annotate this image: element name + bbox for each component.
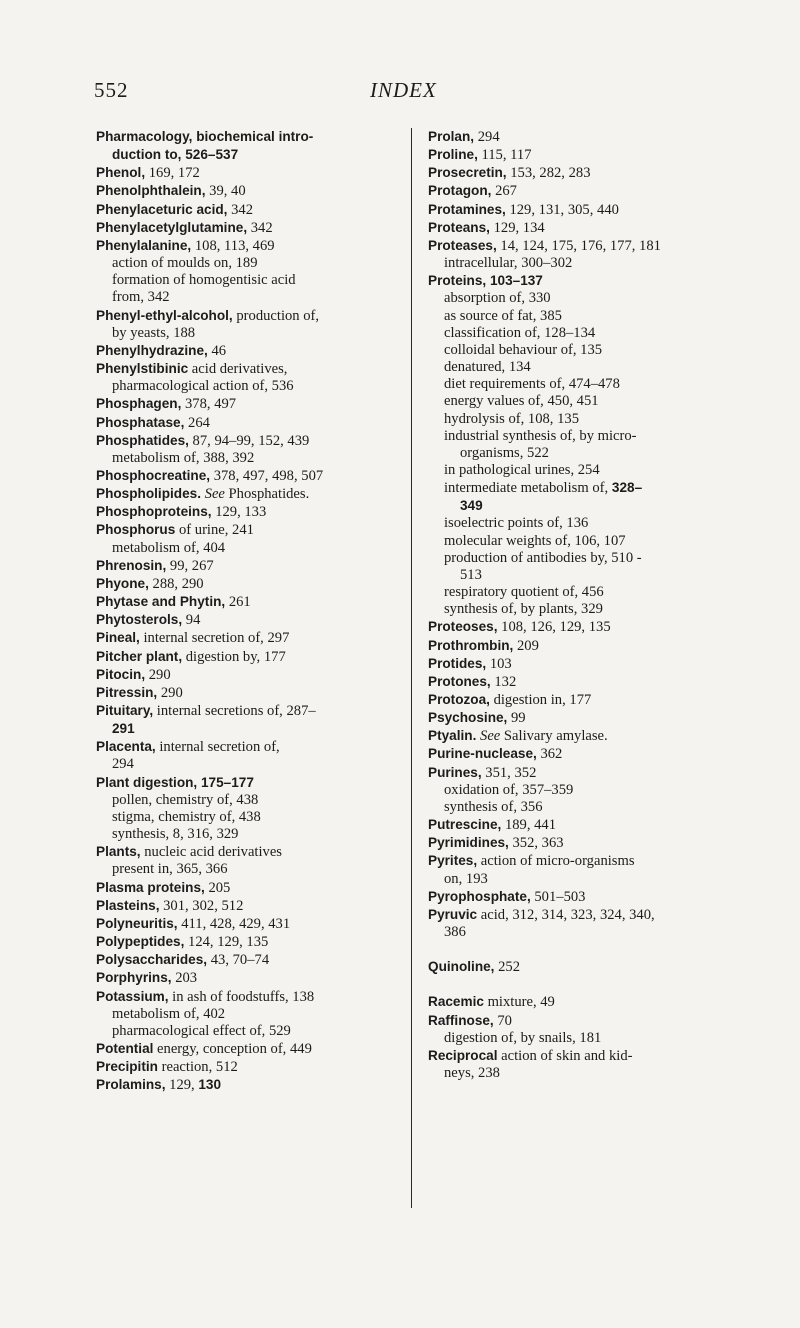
index-term: Phosphagen, bbox=[96, 396, 182, 412]
index-subentry bbox=[96, 325, 402, 342]
index-entry bbox=[428, 673, 746, 691]
index-entry bbox=[428, 764, 746, 782]
index-subentry bbox=[96, 861, 402, 878]
index-entry bbox=[96, 485, 402, 503]
index-entry bbox=[96, 988, 402, 1006]
index-references: synthesis of, by plants, 329 bbox=[444, 601, 603, 618]
page-title: INDEX bbox=[370, 78, 437, 102]
index-subentry bbox=[428, 567, 746, 584]
index-references: from, 342 bbox=[112, 289, 170, 306]
index-term: Phosphoproteins, bbox=[96, 504, 212, 520]
index-subentry bbox=[96, 720, 402, 738]
index-references: 294 bbox=[112, 756, 134, 773]
index-entry bbox=[96, 1076, 402, 1094]
index-term: Phyone, bbox=[96, 575, 149, 591]
index-references: 115, 117 bbox=[477, 147, 532, 164]
index-term: Phenylalanine, bbox=[96, 237, 192, 253]
index-references: 342 bbox=[247, 219, 273, 236]
index-entry bbox=[96, 593, 402, 611]
index-references: synthesis of, 356 bbox=[444, 798, 543, 815]
index-term: Phosphatides, bbox=[96, 432, 189, 448]
index-subentry bbox=[428, 1065, 746, 1082]
index-references: acid, 312, 314, 323, 324, 340, bbox=[477, 906, 655, 923]
index-subentry bbox=[428, 924, 746, 941]
index-term: Proteoses, bbox=[428, 619, 498, 635]
index-term: Psychosine, bbox=[428, 710, 508, 726]
index-entry bbox=[428, 237, 746, 255]
index-term: Purine-nuclease, bbox=[428, 746, 537, 762]
index-entry bbox=[96, 467, 402, 485]
index-references: present in, 365, 366 bbox=[112, 861, 228, 878]
index-entry bbox=[428, 993, 746, 1011]
index-entry bbox=[428, 958, 746, 976]
index-subentry bbox=[96, 272, 402, 289]
index-subentry bbox=[428, 550, 746, 567]
index-entry bbox=[428, 816, 746, 834]
index-term: Plasma proteins, bbox=[96, 879, 205, 895]
index-references: intermediate metabolism of, bbox=[444, 480, 609, 497]
column-divider bbox=[411, 128, 412, 1208]
index-references: denatured, 134 bbox=[444, 359, 531, 376]
index-term: Plants, bbox=[96, 844, 141, 860]
index-references: action of moulds on, 189 bbox=[112, 255, 258, 272]
index-term: Precipitin bbox=[96, 1059, 158, 1075]
index-subentry bbox=[428, 342, 746, 359]
index-term: Prosecretin, bbox=[428, 165, 507, 181]
index-references: 264 bbox=[184, 414, 210, 431]
index-references: respiratory quotient of, 456 bbox=[444, 584, 604, 601]
index-references: organisms, 522 bbox=[460, 444, 549, 461]
index-references: 290 bbox=[145, 666, 171, 683]
index-subentry bbox=[428, 445, 746, 462]
index-entry bbox=[96, 1058, 402, 1076]
index-entry bbox=[428, 637, 746, 655]
index-subentry bbox=[96, 255, 402, 272]
index-entry bbox=[96, 342, 402, 360]
page-number: 552 bbox=[94, 78, 129, 102]
index-entry bbox=[96, 897, 402, 915]
index-references: hydrolysis of, 108, 135 bbox=[444, 410, 579, 427]
index-subentry bbox=[428, 479, 746, 497]
index-references: 203 bbox=[171, 970, 198, 987]
index-entry bbox=[96, 182, 402, 200]
index-references: 108, 126, 129, 135 bbox=[497, 619, 611, 636]
index-term: Prolamins, bbox=[96, 1077, 166, 1093]
index-subentry bbox=[428, 359, 746, 376]
index-entry bbox=[428, 201, 746, 219]
index-references: of urine, 241 bbox=[175, 522, 254, 539]
index-references: 87, 94–99, 152, 439 bbox=[188, 432, 310, 449]
index-term: Protones, bbox=[428, 673, 491, 689]
index-term: Proteans, bbox=[428, 219, 490, 235]
index-entry bbox=[428, 618, 746, 636]
index-entry bbox=[428, 146, 746, 164]
index-subentry bbox=[96, 826, 402, 843]
index-subentry bbox=[428, 782, 746, 799]
index-entry bbox=[96, 432, 402, 450]
index-references: nucleic acid derivatives bbox=[140, 844, 282, 861]
index-references: production of antibodies by, 510 - bbox=[444, 549, 642, 566]
index-references: 386 bbox=[444, 924, 466, 941]
index-term: Protides, bbox=[428, 655, 487, 671]
index-references: 252 bbox=[494, 959, 521, 976]
index-term: Prolan, bbox=[428, 129, 475, 144]
index-references: 103 bbox=[486, 655, 512, 672]
index-subentry bbox=[428, 255, 746, 272]
index-references: 362 bbox=[536, 746, 563, 763]
index-entry bbox=[428, 691, 746, 709]
index-entry bbox=[96, 503, 402, 521]
index-term: Phrenosin, bbox=[96, 557, 167, 573]
index-term: Pharmacology, biochemical intro- bbox=[96, 129, 314, 144]
index-term: Reciprocal bbox=[428, 1047, 498, 1063]
index-term: Polypeptides, bbox=[96, 934, 185, 950]
index-subentry bbox=[428, 462, 746, 479]
index-entry bbox=[428, 272, 746, 290]
index-term: Pyrites, bbox=[428, 853, 478, 869]
index-term: Phytosterols, bbox=[96, 612, 183, 628]
index-references: 209 bbox=[513, 637, 539, 654]
index-references: 411, 428, 429, 431 bbox=[177, 915, 291, 932]
index-references: industrial synthesis of, by micro- bbox=[444, 427, 637, 444]
index-entry bbox=[428, 727, 746, 745]
index-entry bbox=[428, 834, 746, 852]
index-references: metabolism of, 404 bbox=[112, 539, 226, 556]
index-subentry bbox=[428, 411, 746, 428]
index-term: duction to, 526–537 bbox=[112, 147, 239, 163]
index-references: 501–503 bbox=[530, 888, 586, 905]
index-entry bbox=[96, 1040, 402, 1058]
index-term: Pitocin, bbox=[96, 666, 146, 682]
index-entry bbox=[96, 629, 402, 647]
index-entry bbox=[428, 1012, 746, 1030]
index-references: 513 bbox=[460, 566, 482, 583]
index-entry bbox=[96, 521, 402, 539]
index-subentry bbox=[428, 376, 746, 393]
index-term: Phenolphthalein, bbox=[96, 183, 206, 199]
index-references: neys, 238 bbox=[444, 1064, 500, 1081]
index-references: 294 bbox=[474, 129, 500, 145]
index-term: Pituitary, bbox=[96, 703, 154, 718]
index-references: intracellular, 300–302 bbox=[444, 255, 573, 272]
index-subentry bbox=[96, 450, 402, 467]
index-entry bbox=[96, 969, 402, 987]
index-term: Racemic bbox=[428, 994, 484, 1010]
index-entry bbox=[96, 360, 402, 378]
index-subentry bbox=[428, 325, 746, 342]
index-term: Plasteins, bbox=[96, 897, 160, 913]
index-subentry bbox=[96, 378, 402, 395]
index-term: Proteins, bbox=[428, 273, 487, 289]
index-references: oxidation of, 357–359 bbox=[444, 781, 574, 798]
index-subentry bbox=[96, 809, 402, 826]
index-subentry bbox=[96, 289, 402, 306]
index-references-bold: 328– bbox=[608, 480, 643, 496]
index-subentry bbox=[428, 871, 746, 888]
index-entry bbox=[428, 709, 746, 727]
index-term: Phenylstibinic bbox=[96, 361, 189, 377]
index-references: in ash of foodstuffs, 138 bbox=[168, 988, 315, 1005]
index-entry bbox=[428, 219, 746, 237]
index-references: 108, 113, 469 bbox=[191, 237, 275, 254]
index-term: Phosphatase, bbox=[96, 414, 185, 430]
index-subentry bbox=[428, 393, 746, 410]
index-entry bbox=[96, 128, 402, 146]
index-references: digestion by, 177 bbox=[182, 648, 286, 665]
index-subentry bbox=[428, 290, 746, 307]
index-entry bbox=[428, 745, 746, 763]
index-subentry bbox=[428, 428, 746, 445]
index-references: acid derivatives, bbox=[188, 361, 288, 378]
index-references: 129, 133 bbox=[211, 504, 267, 521]
index-entry bbox=[96, 933, 402, 951]
index-term: Phosphocreatine, bbox=[96, 467, 211, 483]
index-term: Potential bbox=[96, 1040, 154, 1056]
index-references: 39, 40 bbox=[205, 183, 246, 200]
index-term: Phenyl-ethyl-alcohol, bbox=[96, 307, 233, 323]
index-references: 103–137 bbox=[486, 273, 543, 289]
index-entry bbox=[428, 164, 746, 182]
index-references: 261 bbox=[225, 594, 251, 611]
index-entry bbox=[96, 843, 402, 861]
index-subentry bbox=[96, 146, 402, 164]
index-term: Phenylacetylglutamine, bbox=[96, 219, 248, 235]
index-entry bbox=[96, 307, 402, 325]
index-term: Pyrophosphate, bbox=[428, 888, 531, 904]
index-subentry bbox=[428, 1030, 746, 1047]
index-references: 46 bbox=[207, 342, 227, 359]
index-references: 132 bbox=[490, 673, 517, 690]
index-term: Pyruvic bbox=[428, 906, 478, 922]
index-entry bbox=[428, 1047, 746, 1065]
index-references: metabolism of, 388, 392 bbox=[112, 449, 255, 466]
index-term: Pyrimidines, bbox=[428, 835, 509, 851]
index-references: 70 bbox=[493, 1012, 512, 1029]
index-entry bbox=[96, 666, 402, 684]
index-entry bbox=[96, 164, 402, 182]
index-references: classification of, 128–134 bbox=[444, 324, 596, 341]
index-references: See Phosphatides. bbox=[204, 486, 310, 503]
index-references: 129, 131, 305, 440 bbox=[505, 201, 619, 218]
index-references: colloidal behaviour of, 135 bbox=[444, 341, 603, 358]
index-subentry bbox=[96, 1006, 402, 1023]
index-references: 267 bbox=[491, 183, 517, 200]
index-entry bbox=[96, 575, 402, 593]
index-term: Prothrombin, bbox=[428, 637, 514, 653]
index-references: pollen, chemistry of, 438 bbox=[112, 791, 259, 808]
index-references: as source of fat, 385 bbox=[444, 307, 562, 324]
index-term: Raffinose, bbox=[428, 1012, 494, 1028]
index-references: reaction, 512 bbox=[157, 1059, 238, 1076]
index-subentry bbox=[96, 1023, 402, 1040]
index-entry bbox=[96, 611, 402, 629]
index-references: 342 bbox=[227, 201, 254, 218]
index-entry bbox=[96, 774, 402, 792]
index-references: molecular weights of, 106, 107 bbox=[444, 532, 626, 549]
index-references: pharmacological action of, 536 bbox=[112, 378, 294, 395]
index-entry bbox=[96, 879, 402, 897]
index-term: Pitressin, bbox=[96, 684, 158, 700]
index-subentry bbox=[428, 515, 746, 532]
index-term: Phenylaceturic acid, bbox=[96, 201, 228, 217]
index-references: in pathological urines, 254 bbox=[444, 461, 600, 478]
index-references: synthesis, 8, 316, 329 bbox=[112, 826, 239, 843]
index-entry bbox=[96, 738, 402, 756]
index-term: Protagon, bbox=[428, 183, 492, 199]
index-subentry bbox=[428, 497, 746, 515]
index-entry bbox=[428, 128, 746, 146]
index-references: formation of homogentisic acid bbox=[112, 272, 296, 289]
index-term: Protozoa, bbox=[428, 692, 490, 707]
index-entry bbox=[96, 648, 402, 666]
index-references: 301, 302, 512 bbox=[159, 897, 244, 914]
index-references: action of skin and kid- bbox=[497, 1047, 633, 1064]
index-term: Phospholipides. bbox=[96, 486, 201, 502]
index-subentry bbox=[428, 584, 746, 601]
index-subentry bbox=[96, 540, 402, 557]
index-term: Phosphorus bbox=[96, 522, 176, 538]
index-references: pharmacological effect of, 529 bbox=[112, 1022, 291, 1039]
index-term: Phytase and Phytin, bbox=[96, 594, 226, 610]
index-references: 290 bbox=[157, 684, 183, 701]
index-entry bbox=[428, 906, 746, 924]
index-references: metabolism of, 402 bbox=[112, 1005, 226, 1022]
index-references: energy values of, 450, 451 bbox=[444, 393, 599, 410]
index-references: 124, 129, 135 bbox=[184, 934, 269, 951]
index-term: Purines, bbox=[428, 764, 482, 780]
index-references: absorption of, 330 bbox=[444, 290, 551, 307]
index-references: 351, 352 bbox=[481, 764, 537, 781]
index-references: internal secretions of, 287– bbox=[153, 703, 316, 719]
index-references: 189, 441 bbox=[501, 817, 557, 834]
index-entry bbox=[96, 557, 402, 575]
index-references: mixture, 49 bbox=[483, 994, 555, 1011]
index-entry bbox=[96, 201, 402, 219]
index-entry bbox=[96, 219, 402, 237]
page-header bbox=[0, 78, 800, 104]
index-references: 99, 267 bbox=[166, 557, 214, 574]
index-entry bbox=[96, 395, 402, 413]
index-references: by yeasts, 188 bbox=[112, 324, 196, 341]
index-references: energy, conception of, 449 bbox=[153, 1040, 312, 1057]
index-references: digestion in, 177 bbox=[489, 692, 592, 708]
index-term: Protamines, bbox=[428, 201, 506, 217]
index-entry bbox=[428, 888, 746, 906]
index-term: Ptyalin. bbox=[428, 728, 477, 744]
index-references: internal secretion of, 297 bbox=[139, 630, 290, 647]
index-references: 352, 363 bbox=[508, 835, 564, 852]
index-references: 129, 134 bbox=[489, 219, 545, 236]
index-term: Porphyrins, bbox=[96, 970, 172, 986]
index-references: stigma, chemistry of, 438 bbox=[112, 808, 261, 825]
index-subentry bbox=[96, 792, 402, 809]
index-term: Putrescine, bbox=[428, 817, 502, 833]
index-term: 291 bbox=[112, 721, 135, 737]
index-references: 129, 130 bbox=[165, 1077, 222, 1094]
index-term: Phenol, bbox=[96, 165, 146, 181]
index-entry bbox=[96, 915, 402, 933]
index-term: Pineal, bbox=[96, 630, 140, 646]
index-term: Pitcher plant, bbox=[96, 648, 183, 664]
index-entry bbox=[96, 702, 402, 720]
index-term: 349 bbox=[460, 498, 483, 514]
index-entry bbox=[428, 655, 746, 673]
index-term: Quinoline, bbox=[428, 959, 495, 975]
index-term: Proteases, bbox=[428, 237, 497, 253]
index-term: Placenta, bbox=[96, 739, 156, 755]
index-references: 14, 124, 175, 176, 177, 181 bbox=[496, 237, 661, 254]
index-references: digestion of, by snails, 181 bbox=[444, 1029, 602, 1046]
index-term: Polysaccharides, bbox=[96, 952, 208, 968]
index-references: internal secretion of, bbox=[155, 739, 280, 756]
index-subentry bbox=[428, 533, 746, 550]
index-entry bbox=[428, 182, 746, 200]
index-term: Potassium, bbox=[96, 988, 169, 1004]
index-references: 99 bbox=[507, 710, 526, 727]
index-term: Proline, bbox=[428, 147, 478, 163]
index-term: Plant digestion, bbox=[96, 774, 198, 790]
index-references: 205 bbox=[204, 879, 231, 896]
index-entry bbox=[96, 237, 402, 255]
index-entry bbox=[96, 414, 402, 432]
index-references: 288, 290 bbox=[148, 575, 204, 592]
index-entry bbox=[96, 684, 402, 702]
index-subentry bbox=[428, 601, 746, 618]
index-subentry bbox=[428, 308, 746, 325]
index-references: 153, 282, 283 bbox=[506, 165, 591, 182]
index-term: Phenylhydrazine, bbox=[96, 342, 208, 358]
index-entry bbox=[428, 852, 746, 870]
index-subentry bbox=[96, 756, 402, 773]
index-references: 43, 70–74 bbox=[207, 952, 270, 969]
index-references: See Salivary amylase. bbox=[480, 728, 608, 745]
index-references: diet requirements of, 474–478 bbox=[444, 376, 620, 393]
index-column-right bbox=[428, 128, 746, 1082]
index-references: 378, 497 bbox=[181, 396, 237, 413]
index-references: 169, 172 bbox=[145, 165, 200, 182]
index-references: 175–177 bbox=[197, 774, 254, 790]
index-column-left bbox=[96, 128, 402, 1094]
index-term: Polyneuritis, bbox=[96, 915, 178, 931]
index-references: on, 193 bbox=[444, 870, 488, 887]
index-references: production of, bbox=[232, 307, 320, 324]
index-references: action of micro-organisms bbox=[477, 853, 635, 870]
index-references: isoelectric points of, 136 bbox=[444, 515, 589, 532]
index-references: 378, 497, 498, 507 bbox=[210, 467, 324, 484]
index-entry bbox=[96, 951, 402, 969]
index-references: 94 bbox=[182, 612, 201, 629]
index-subentry bbox=[428, 799, 746, 816]
